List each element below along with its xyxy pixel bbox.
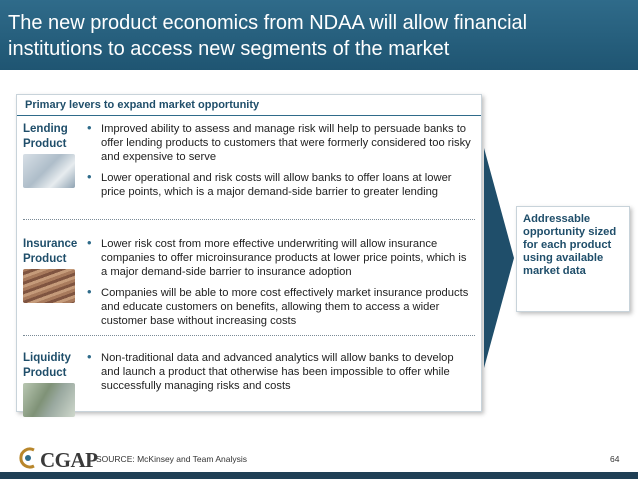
section-label-line: Product <box>23 253 67 265</box>
bullet-item <box>87 351 475 393</box>
bullet-list-liquidity <box>87 351 475 400</box>
section-label-liquidity <box>23 351 83 381</box>
bullet-text: Non-traditional data and advanced analytics will allow banks to develop and launch a product that otherwise has been impossible to offer while successfully managing risks and costs <box>101 352 454 392</box>
lending-photo <box>23 154 75 188</box>
page-number: 64 <box>610 454 620 464</box>
slide-title-line-1: The new product economics from NDAA will allow financial <box>8 12 528 34</box>
source-note: SOURCE: McKinsey and Team Analysis <box>96 454 248 464</box>
levers-box <box>16 94 482 412</box>
chevron-right-arrow-icon <box>484 148 514 368</box>
bullet-list-insurance <box>87 237 475 335</box>
bullet-text: Improved ability to assess and manage risk will help to persuade banks to offer lending products to customers that were formerly considered too risky and expensive to serve <box>101 123 471 163</box>
cgap-logo-text: CGAP <box>40 448 98 472</box>
section-divider <box>23 335 475 336</box>
section-label-line: Liquidity <box>23 352 71 364</box>
section-divider <box>23 219 475 220</box>
bullet-text: Companies will be able to more cost effectively market insurance products and educate customers on benefits, allowing them to access a wider customer base without increasing costs <box>101 287 469 327</box>
bullet-item <box>87 122 475 164</box>
liquidity-banknote-photo <box>23 383 75 417</box>
bullet-dot-icon: • <box>87 120 92 135</box>
bullet-dot-icon: • <box>87 169 92 184</box>
bullet-dot-icon: • <box>87 284 92 299</box>
slide-title <box>8 10 628 62</box>
bullet-item <box>87 237 475 279</box>
bullet-text: Lower operational and risk costs will allow banks to offer loans at lower price points, which is a major demand-side barrier to greater lending <box>101 172 452 198</box>
bullet-item <box>87 171 475 199</box>
section-label-line: Product <box>23 367 67 379</box>
slide-title-line-2: institutions to access new segments of the market <box>8 38 450 60</box>
section-label-line: Product <box>23 138 67 150</box>
section-label-line: Insurance <box>23 238 78 250</box>
insurance-photo <box>23 269 75 303</box>
section-label-line: Lending <box>23 123 68 135</box>
result-box <box>516 206 630 312</box>
section-label-insurance <box>23 237 83 267</box>
result-text: Addressable opportunity sized for each product using available market data <box>523 213 617 277</box>
bullet-item <box>87 286 475 328</box>
bullet-dot-icon: • <box>87 349 92 364</box>
bullet-list-lending <box>87 122 475 206</box>
slide-header <box>0 0 638 70</box>
bottom-bar <box>0 472 638 479</box>
levers-box-title: Primary levers to expand market opportunity <box>25 99 260 111</box>
section-label-lending <box>23 122 83 152</box>
levers-box-header <box>17 95 481 116</box>
bullet-text: Lower risk cost from more effective underwriting will allow insurance companies to offer microinsurance products at lower price points, which is a major demand-side barrier to insurance adoption <box>101 238 467 278</box>
bullet-dot-icon: • <box>87 235 92 250</box>
cgap-logo-mark-icon <box>16 446 40 470</box>
